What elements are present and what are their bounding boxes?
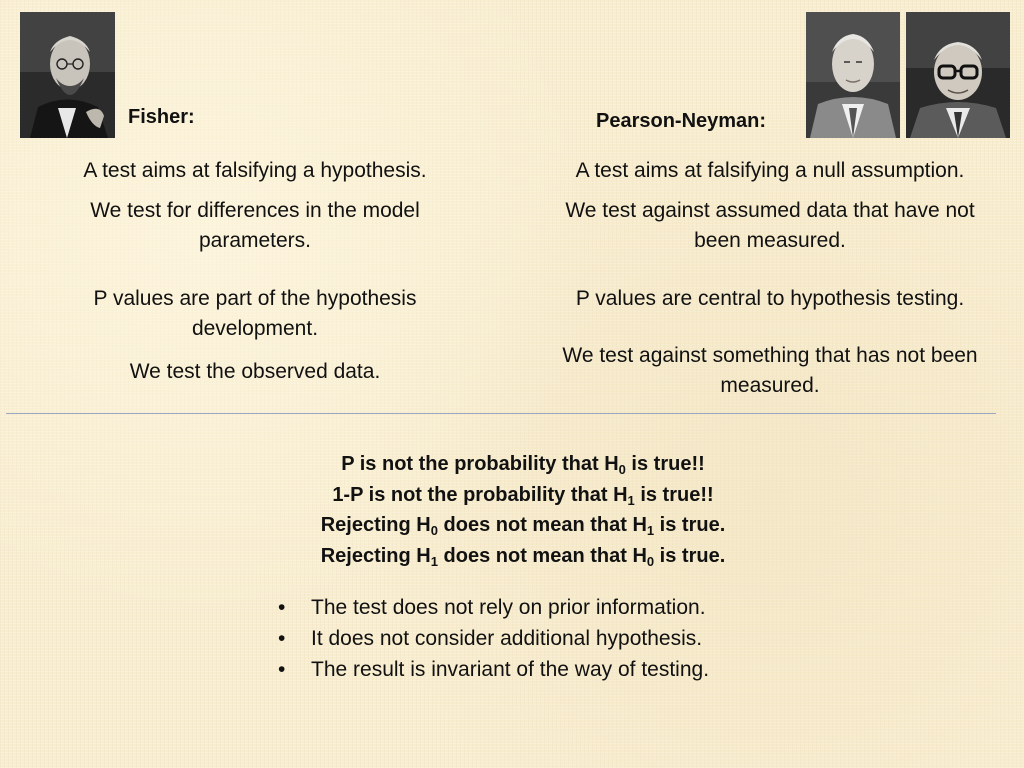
warning-text: is true. [654, 514, 726, 536]
pn-row-1: A test aims at falsifying a null assumption. [575, 159, 965, 182]
bullet-text: The result is invariant of the way of testing. [311, 658, 710, 681]
warning-text: 1-P is not the probability that H [332, 483, 628, 506]
pearson-portrait-image [806, 12, 900, 138]
fisher-portrait-image [20, 12, 115, 138]
warning-subscript: 0 [618, 462, 626, 477]
bullet-text: It does not consider additional hypothesis. [311, 627, 703, 650]
warning-line [220, 541, 826, 572]
warning-subscript: 1 [627, 492, 635, 508]
bullet-icon: • [278, 627, 286, 650]
warning-text: does not mean that H [437, 544, 647, 567]
fisher-heading: Fisher: [128, 106, 195, 128]
neyman-portrait [906, 12, 1010, 138]
warning-text: P is not the probability that H [341, 453, 619, 475]
warning-subscript: 0 [646, 553, 655, 569]
warning-text: Rejecting H [320, 514, 431, 536]
pn-row-2: We test against assumed data that have not been measured. [565, 199, 975, 252]
pn-row-3: P values are central to hypothesis testing. [575, 287, 965, 310]
fisher-portrait [20, 12, 115, 138]
fisher-row-2: We test for differences in the model parameters. [90, 199, 420, 252]
warning-text: Rejecting H [320, 544, 431, 567]
bullet-list [278, 592, 709, 685]
fisher-row-1: A test aims at falsifying a hypothesis. [83, 159, 427, 182]
section-divider [6, 413, 996, 414]
warning-statements [220, 449, 826, 571]
warning-text: is true!! [634, 483, 714, 506]
warning-text: is true!! [625, 453, 705, 475]
warning-text: is true. [654, 544, 726, 567]
warning-subscript: 1 [430, 553, 438, 569]
list-item [278, 654, 709, 685]
bullet-text: The test does not rely on prior information. [311, 596, 706, 619]
warning-text: does not mean that H [437, 514, 647, 536]
list-item [278, 623, 709, 654]
warning-line [220, 510, 826, 541]
fisher-row-3: P values are part of the hypothesis development. [93, 287, 417, 340]
pn-row-4: We test against something that has not been measured. [562, 344, 978, 397]
bullet-icon: • [278, 596, 286, 619]
warning-line [220, 449, 826, 480]
fisher-row-4: We test the observed data. [129, 360, 381, 383]
warning-subscript: 1 [646, 523, 655, 538]
warning-line [220, 480, 826, 511]
list-item [278, 592, 709, 623]
pearson-portrait [806, 12, 900, 138]
neyman-portrait-image [906, 12, 1010, 138]
bullet-icon: • [278, 658, 286, 681]
warning-subscript: 0 [430, 523, 438, 538]
pearson-neyman-heading: Pearson-Neyman: [596, 110, 767, 132]
